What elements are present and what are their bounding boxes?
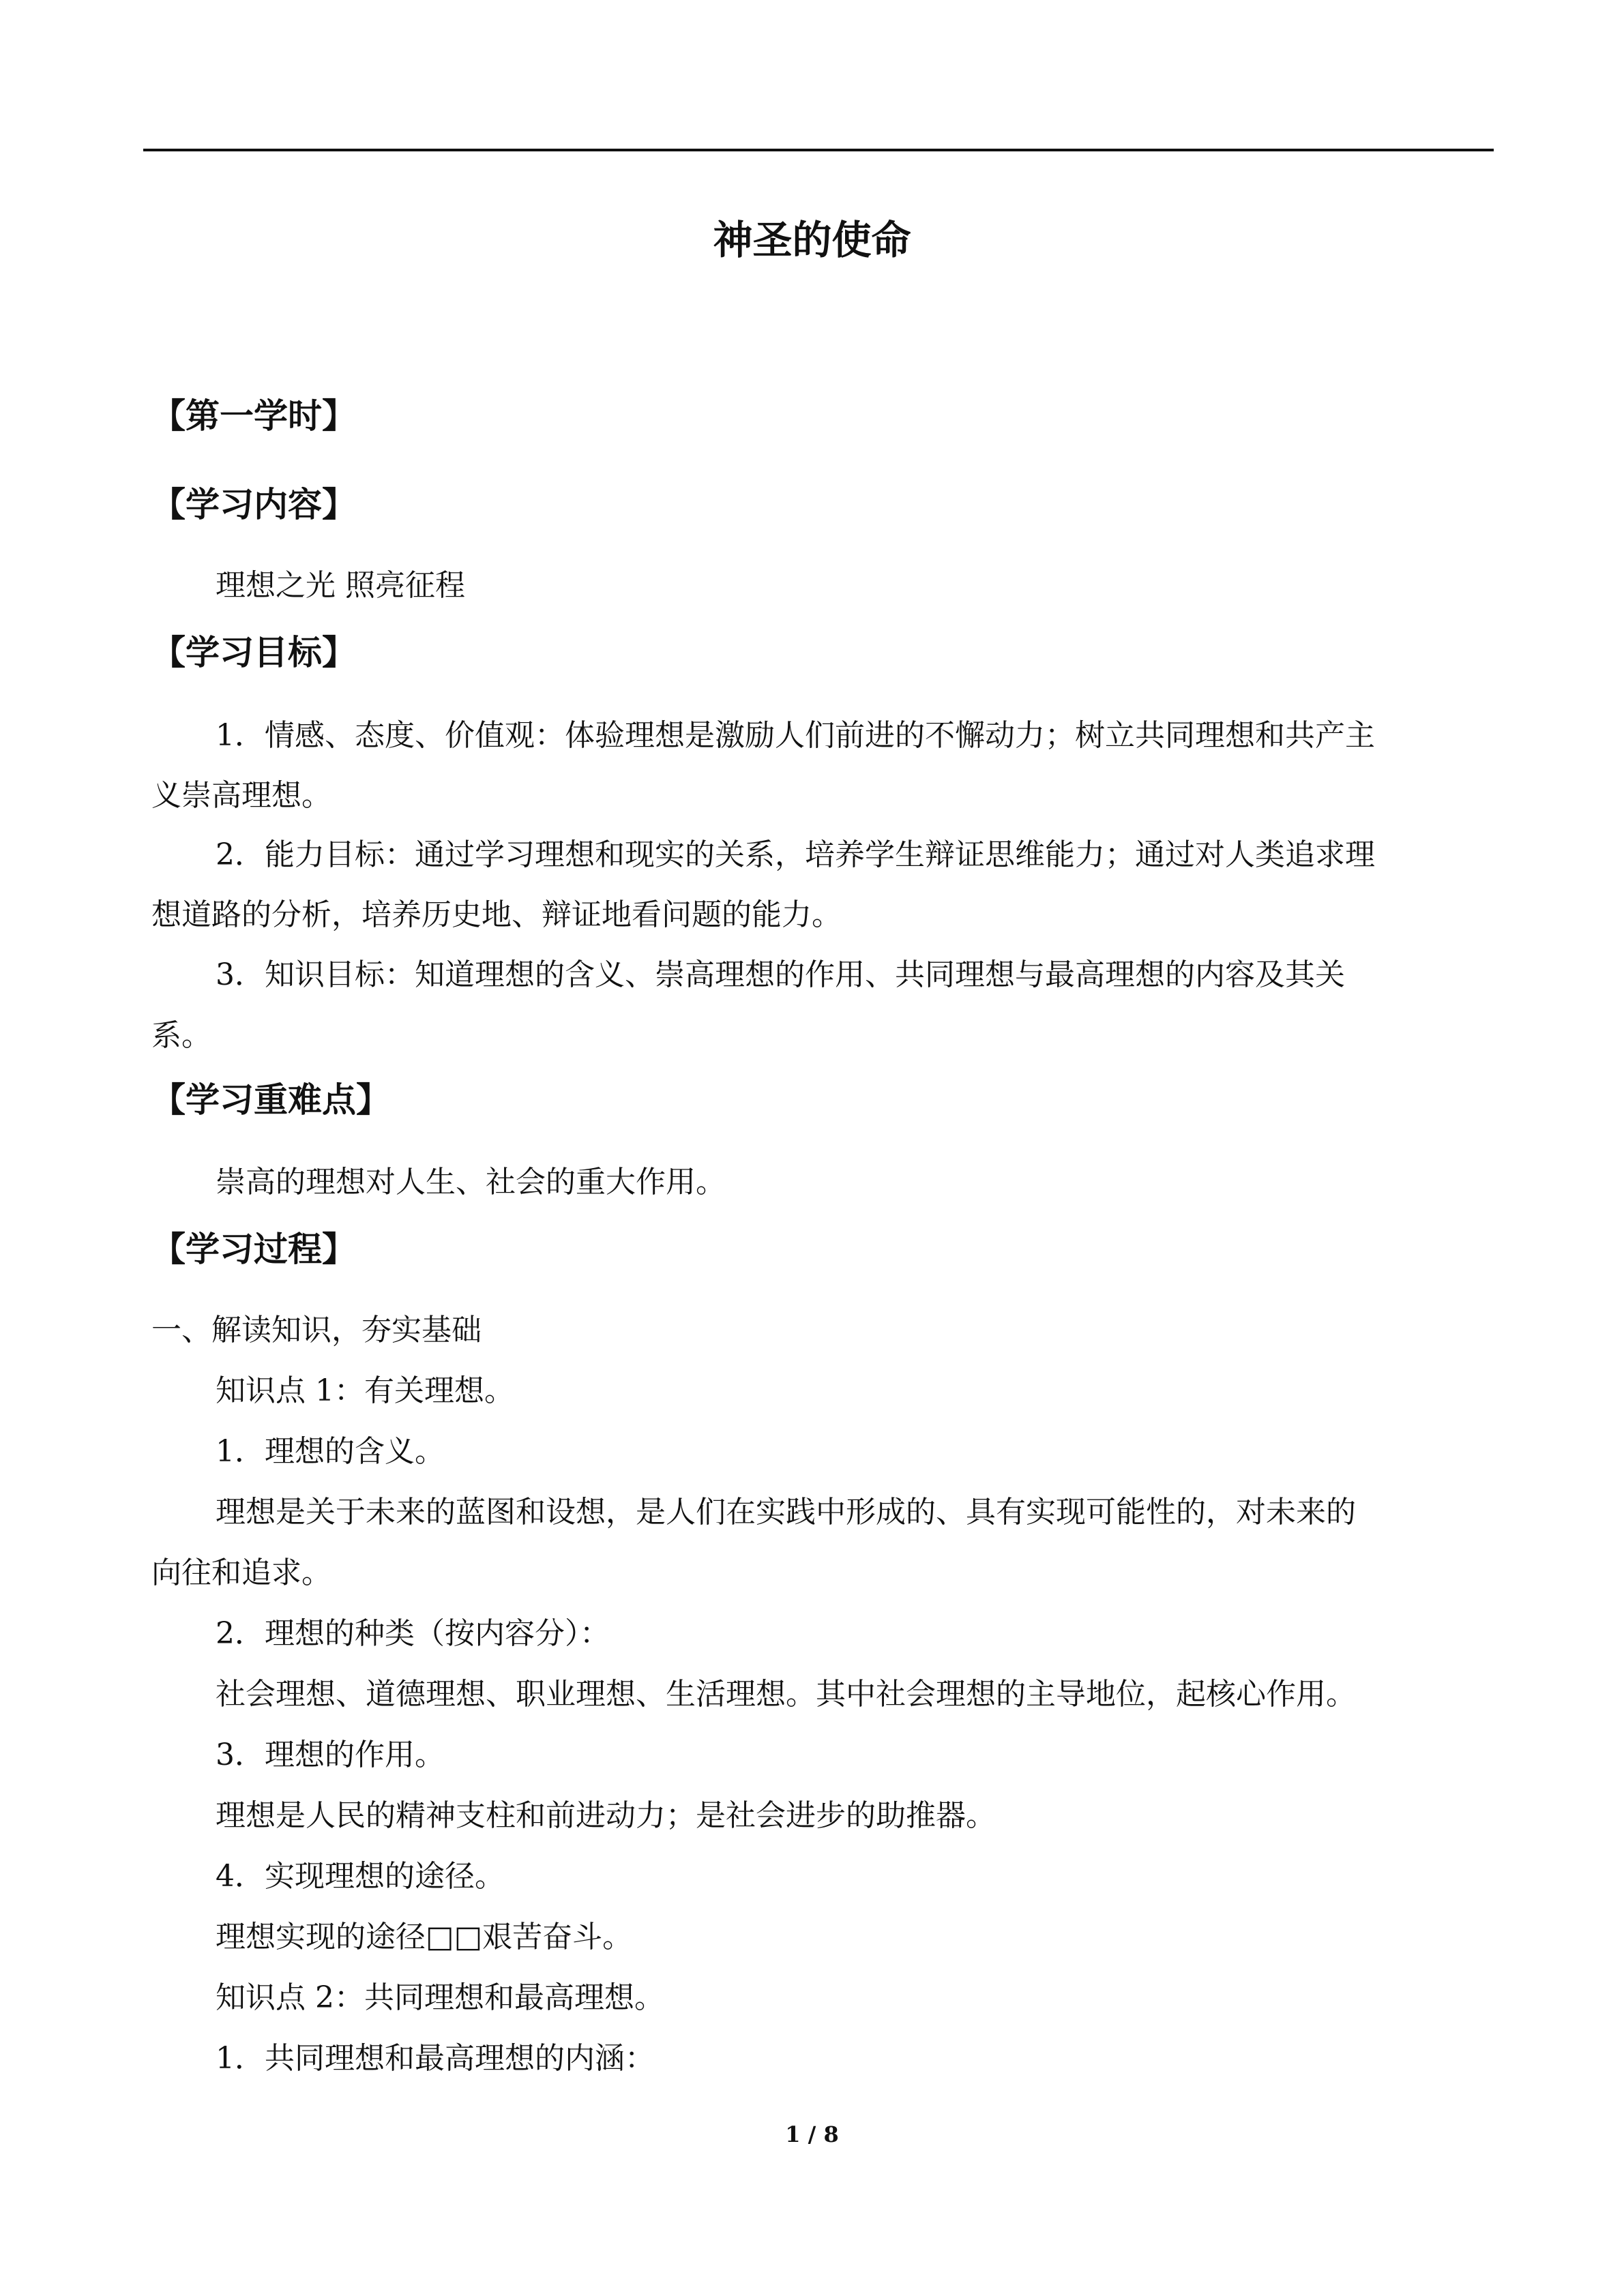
kp2-item-1: 1．共同理想和最高理想的内涵： <box>216 2041 655 2076</box>
goals-heading: 【学习目标】 <box>151 633 356 672</box>
goal-3-line-2: 系。 <box>151 1018 211 1053</box>
item-1-text-line-1: 理想是关于未来的蓝图和设想，是人们在实践中形成的、具有实现可能性的，对未来的 <box>216 1495 1356 1530</box>
item-1-text-line-2: 向往和追求。 <box>151 1555 331 1590</box>
content-heading: 【学习内容】 <box>151 485 356 524</box>
page-title: 神圣的使命 <box>713 217 911 263</box>
goal-2-line-1: 2．能力目标：通过学习理想和现实的关系，培养学生辩证思维能力；通过对人类追求理 <box>216 837 1375 872</box>
goal-2-line-2: 想道路的分析，培养历史地、辩证地看问题的能力。 <box>151 897 842 932</box>
session-heading: 【第一学时】 <box>151 396 356 436</box>
content-text: 理想之光 照亮征程 <box>216 568 465 603</box>
knowledge-point-2: 知识点 2：共同理想和最高理想。 <box>216 1980 664 2015</box>
knowledge-point-1: 知识点 1：有关理想。 <box>216 1373 514 1408</box>
item-4: 4．实现理想的途径。 <box>216 1859 505 1894</box>
key-points-heading: 【学习重难点】 <box>151 1080 390 1120</box>
goal-1-line-1: 1．情感、态度、价值观：体验理想是激励人们前进的不懈动力；树立共同理想和共产主 <box>216 718 1375 753</box>
page-number: 1 / 8 <box>785 2121 839 2147</box>
item-2-text: 社会理想、道德理想、职业理想、生活理想。其中社会理想的主导地位，起核心作用。 <box>216 1677 1356 1712</box>
header-rule <box>143 149 1494 151</box>
process-part-1: 一、解读知识，夯实基础 <box>151 1313 482 1347</box>
goal-3-line-1: 3．知识目标：知道理想的含义、崇高理想的作用、共同理想与最高理想的内容及其关 <box>216 957 1345 992</box>
key-points-text: 崇高的理想对人生、社会的重大作用。 <box>216 1165 726 1199</box>
item-4-text: 理想实现的途径□□艰苦奋斗。 <box>216 1920 633 1954</box>
process-heading: 【学习过程】 <box>151 1229 356 1269</box>
item-3: 3．理想的作用。 <box>216 1738 445 1772</box>
goal-1-line-2: 义崇高理想。 <box>151 778 331 813</box>
item-1: 1．理想的含义。 <box>216 1434 445 1469</box>
item-2: 2．理想的种类（按内容分）： <box>216 1616 610 1651</box>
item-3-text: 理想是人民的精神支柱和前进动力；是社会进步的助推器。 <box>216 1798 996 1833</box>
